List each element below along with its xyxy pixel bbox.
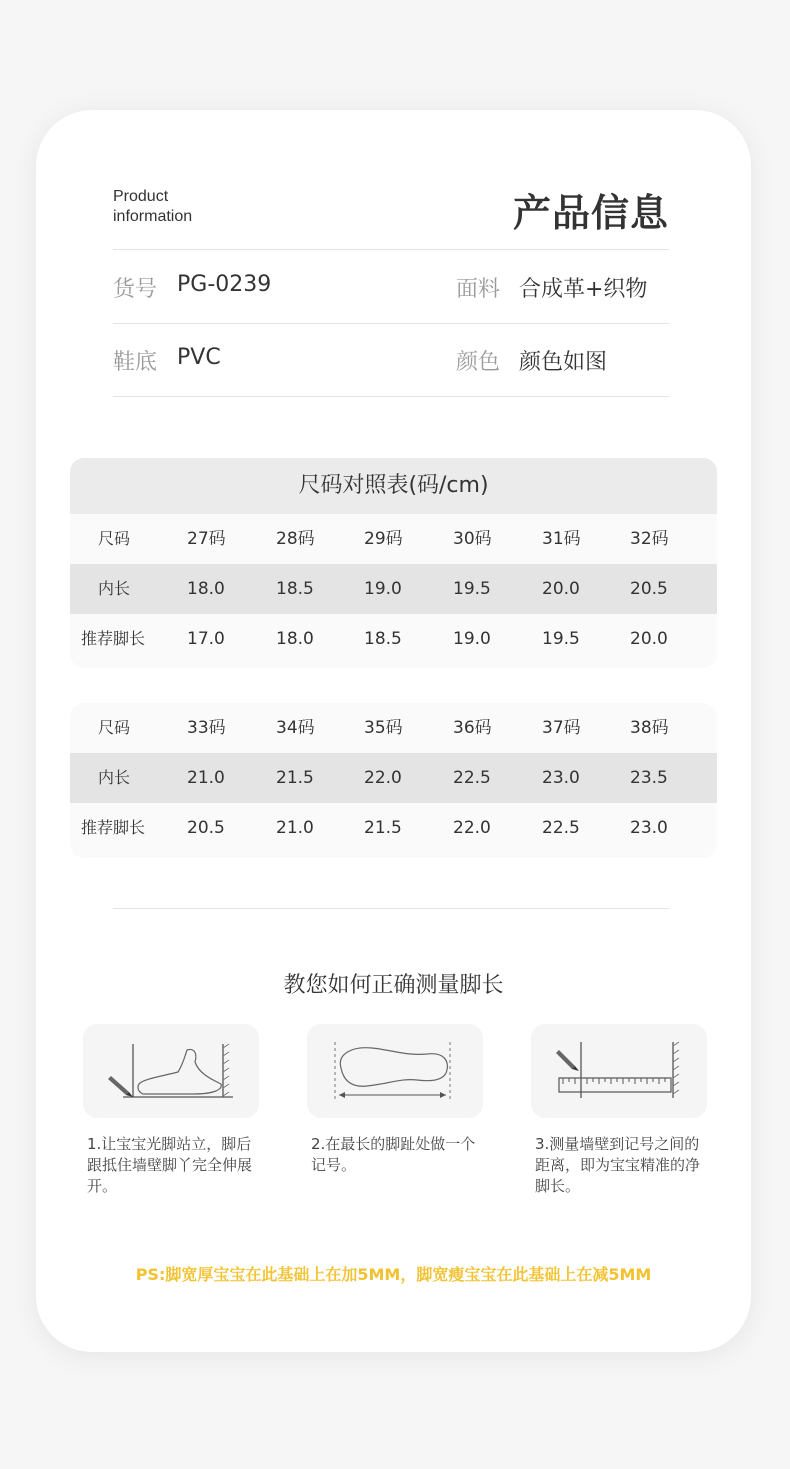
- row-label: 推荐脚长: [81, 818, 146, 837]
- value-item-no: PG-0239: [177, 272, 272, 297]
- step-3-illustration: [531, 1024, 707, 1118]
- value-color: 颜色如图: [519, 350, 608, 375]
- table-cell: 18.5: [364, 629, 402, 649]
- ruler-icon: [531, 1024, 707, 1118]
- table-cell: 21.0: [276, 818, 314, 838]
- label-item-no: 货号: [113, 277, 158, 302]
- row-label: 尺码: [98, 718, 131, 737]
- table-cell: 19.5: [542, 629, 580, 649]
- divider: [113, 908, 669, 909]
- table-cell: 35码: [364, 718, 403, 738]
- table-cell: 38码: [630, 718, 669, 738]
- table-cell: 31码: [542, 529, 581, 549]
- header-title-en: [113, 187, 192, 227]
- table-row: [70, 514, 717, 564]
- table-cell: 32码: [630, 529, 669, 549]
- size-chart-title: 尺码对照表(码/cm): [70, 458, 717, 514]
- table-cell: 22.5: [453, 768, 491, 788]
- table-cell: 20.0: [542, 579, 580, 599]
- info-row: [113, 266, 669, 306]
- table-cell: 18.5: [276, 579, 314, 599]
- table-cell: 21.0: [187, 768, 225, 788]
- table-cell: 21.5: [364, 818, 402, 838]
- table-row: [70, 753, 717, 803]
- step-2-text: 2.在最长的脚趾处做一个记号。: [311, 1135, 476, 1174]
- footprint-icon: [307, 1024, 483, 1118]
- table-cell: 17.0: [187, 629, 225, 649]
- label-material: 面料: [456, 277, 501, 302]
- step-1-illustration: [83, 1024, 259, 1118]
- table-cell: 33码: [187, 718, 226, 738]
- table-cell: 34码: [276, 718, 315, 738]
- table-cell: 22.5: [542, 818, 580, 838]
- table-cell: 18.0: [276, 629, 314, 649]
- divider: [113, 396, 669, 397]
- table-cell: 19.0: [364, 579, 402, 599]
- size-note: PS:脚宽厚宝宝在此基础上在加5MM，脚宽瘦宝宝在此基础上在减5MM: [135, 1265, 652, 1284]
- table-cell: 22.0: [364, 768, 402, 788]
- header-title-en-line2: information: [113, 208, 193, 225]
- step-3-text: 3.测量墙壁到记号之间的距离，即为宝宝精准的净脚长。: [535, 1135, 701, 1195]
- table-cell: 28码: [276, 529, 315, 549]
- label-color: 颜色: [456, 350, 501, 375]
- table-cell: 29码: [364, 529, 403, 549]
- size-table-2: [70, 703, 717, 858]
- measure-title: 教您如何正确测量脚长: [283, 973, 504, 998]
- table-cell: 19.5: [453, 579, 491, 599]
- table-cell: 36码: [453, 718, 492, 738]
- size-table-1: [70, 458, 717, 668]
- header-title-en-line1: Product: [113, 188, 169, 205]
- table-row: [70, 703, 717, 753]
- step-2-illustration: [307, 1024, 483, 1118]
- table-cell: 23.0: [542, 768, 580, 788]
- row-label: 内长: [98, 768, 131, 787]
- foot-side-icon: [83, 1024, 259, 1118]
- info-row: [113, 339, 669, 379]
- value-material: 合成革+织物: [519, 277, 648, 302]
- table-cell: 21.5: [276, 768, 314, 788]
- table-cell: 27码: [187, 529, 226, 549]
- table-cell: 23.5: [630, 768, 668, 788]
- table-cell: 22.0: [453, 818, 491, 838]
- row-label: 推荐脚长: [81, 629, 146, 648]
- product-info-card: [36, 110, 751, 1352]
- table-cell: 18.0: [187, 579, 225, 599]
- divider: [113, 323, 669, 324]
- table-cell: 20.5: [630, 579, 668, 599]
- row-label: 内长: [98, 579, 131, 598]
- table-cell: 37码: [542, 718, 581, 738]
- table-cell: 19.0: [453, 629, 491, 649]
- table-cell: 23.0: [630, 818, 668, 838]
- row-label: 尺码: [98, 529, 131, 548]
- header-title-cn: 产品信息: [512, 191, 669, 235]
- table-cell: 30码: [453, 529, 492, 549]
- table-cell: 20.5: [187, 818, 225, 838]
- label-sole: 鞋底: [113, 350, 158, 375]
- table-row: [70, 614, 717, 664]
- table-row: [70, 564, 717, 614]
- divider: [113, 249, 669, 250]
- value-sole: PVC: [177, 345, 221, 370]
- table-row: [70, 803, 717, 853]
- table-cell: 20.0: [630, 629, 668, 649]
- step-1-text: 1.让宝宝光脚站立，脚后跟抵住墙壁脚丫完全伸展开。: [87, 1135, 253, 1195]
